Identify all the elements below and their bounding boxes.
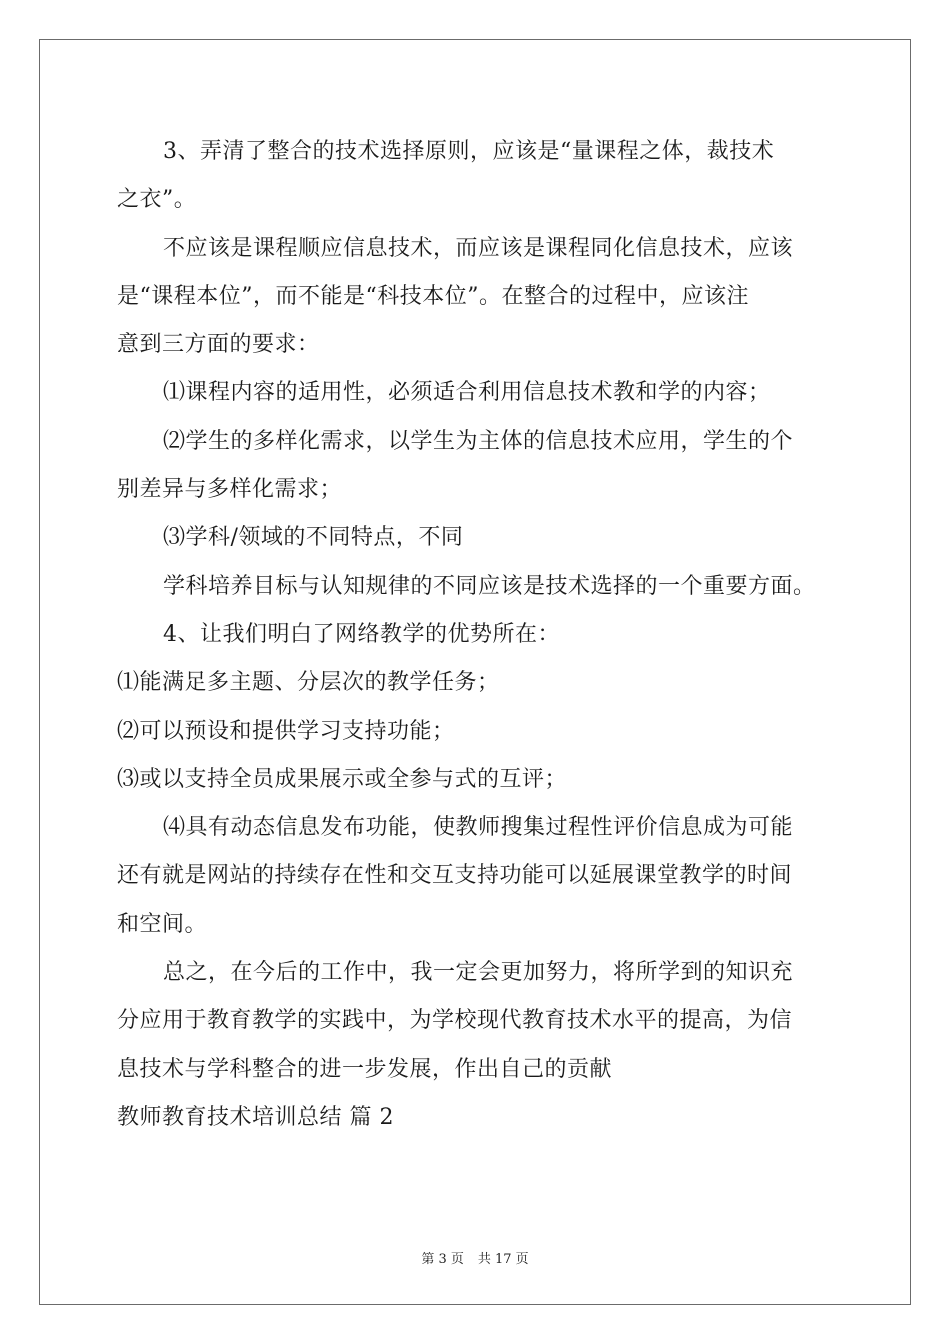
document-body	[117, 128, 837, 1142]
paragraph-line: 4、让我们明白了网络教学的优势所在：	[163, 621, 560, 647]
paragraph-line: ⑶或以支持全员成果展示或全参与式的互评；	[117, 766, 568, 792]
page-number: 第 3 页	[421, 1252, 464, 1267]
paragraph-line: 别差异与多样化需求；	[117, 477, 343, 503]
paragraph-line: 3、弄清了整合的技术选择原则，应该是“量课程之体，裁技术	[163, 139, 775, 164]
paragraph-line: 不应该是课程顺应信息技术，而应该是课程同化信息技术，应该	[163, 235, 794, 261]
page-total: 共 17 页	[477, 1252, 529, 1267]
paragraph-line: ⑵可以预设和提供学习支持功能；	[117, 718, 455, 744]
paragraph-line: ⑶学科/领域的不同特点，不同	[163, 525, 464, 551]
paragraph-line: ⑷具有动态信息发布功能，使教师搜集过程性评价信息成为可能	[163, 815, 794, 841]
paragraph-line: 和空间。	[117, 911, 208, 937]
paragraph-line: 还有就是网站的持续存在性和交互支持功能可以延展课堂教学的时间	[117, 863, 793, 889]
paragraph-line: ⑴课程内容的适用性，必须适合利用信息技术教和学的内容；	[163, 380, 771, 406]
paragraph-line: 学科培养目标与认知规律的不同应该是技术选择的一个重要方面。	[163, 573, 816, 599]
paragraph-line: 总之，在今后的工作中，我一定会更加努力，将所学到的知识充	[163, 960, 794, 986]
paragraph-line: 之衣”。	[117, 187, 197, 213]
paragraph-line: ⑵学生的多样化需求，以学生为主体的信息技术应用，学生的个	[163, 428, 794, 454]
paragraph-line: 是“课程本位”，而不能是“科技本位”。在整合的过程中，应该注	[117, 283, 749, 309]
paragraph-line: 息技术与学科整合的进一步发展，作出自己的贡献	[117, 1056, 613, 1082]
paragraph-line: 分应用于教育教学的实践中，为学校现代教育技术水平的提高，为信	[117, 1008, 793, 1034]
paragraph-line: ⑴能满足多主题、分层次的教学任务；	[117, 670, 500, 696]
section-heading: 教师教育技术培训总结 篇 2	[117, 1104, 394, 1130]
paragraph-line: 意到三方面的要求：	[117, 332, 320, 358]
page-footer	[0, 1248, 950, 1267]
